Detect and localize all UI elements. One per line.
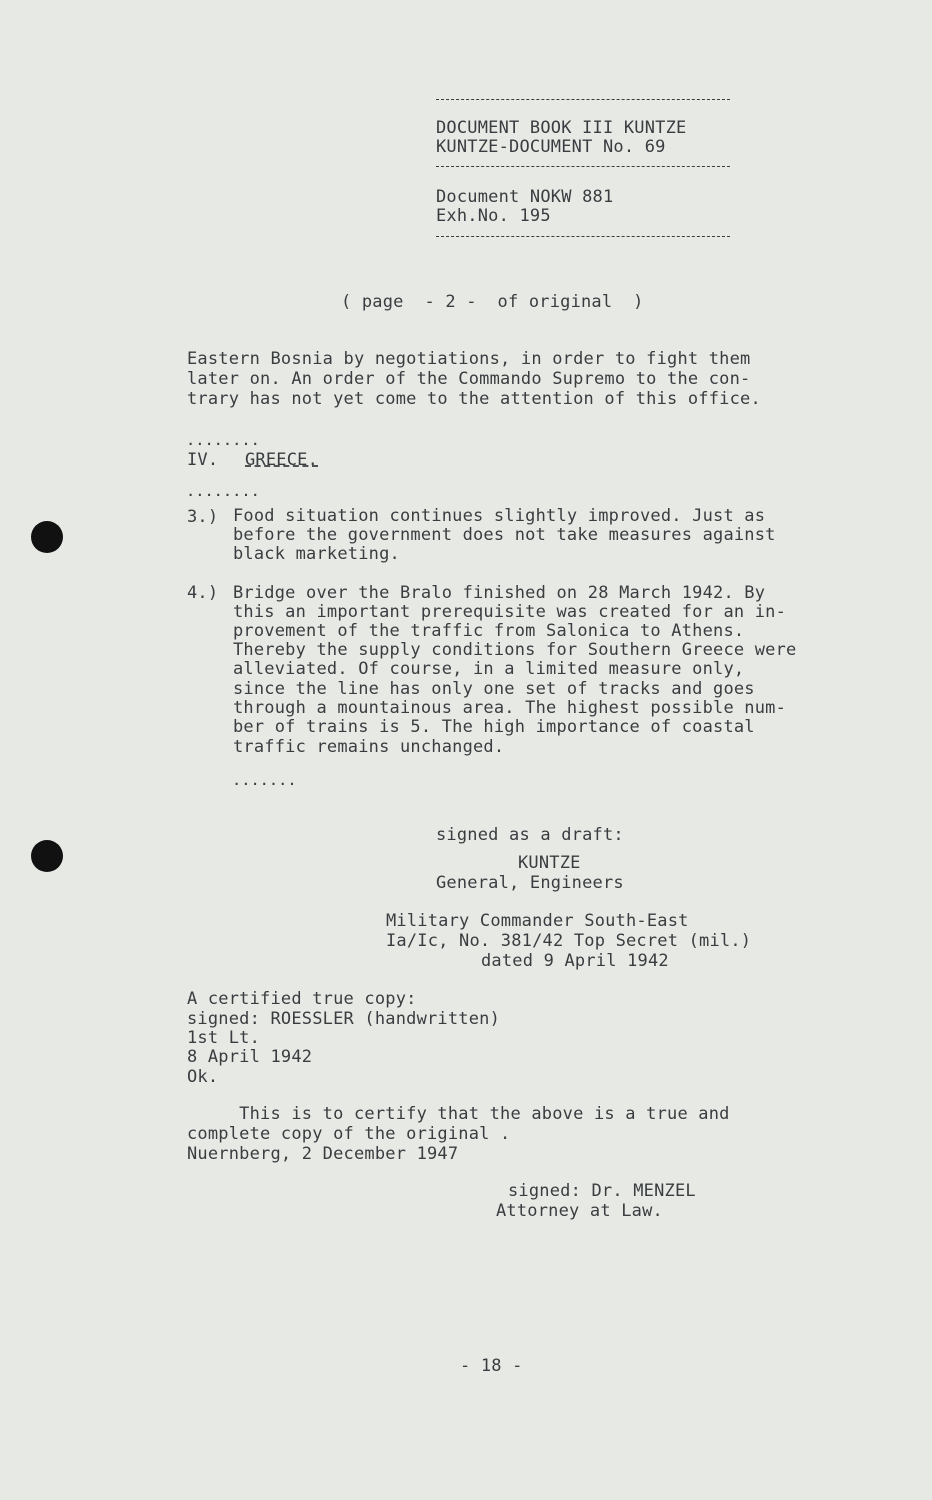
- punch-hole-bottom: [31, 840, 63, 872]
- nokw-document-line: Document NOKW 881: [436, 187, 614, 207]
- certified-line-5: Ok.: [187, 1067, 219, 1087]
- intro-line-1: Eastern Bosnia by negotiations, in order to fight them: [187, 349, 751, 369]
- certify-text-line-2: complete copy of the original .: [187, 1124, 511, 1144]
- item-3-number: 3.): [187, 507, 219, 527]
- certify-text-line-3: Nuernberg, 2 December 1947: [187, 1144, 459, 1164]
- header-rule-top: [436, 99, 730, 100]
- item-4-line-5: alleviated. Of course, in a limited measure only,: [233, 659, 745, 679]
- ellipsis-top: ........: [187, 434, 261, 448]
- document-book-line: DOCUMENT BOOK III KUNTZE: [436, 118, 687, 138]
- attorney-title: Attorney at Law.: [496, 1201, 663, 1221]
- item-4-line-4: Thereby the supply conditions for Southern Greece were: [233, 640, 797, 660]
- command-line-2: Ia/Ic, No. 381/42 Top Secret (mil.): [386, 931, 752, 951]
- signatory-name: KUNTZE: [518, 853, 581, 873]
- punch-hole-top: [31, 521, 63, 553]
- item-3-line-3: black marketing.: [233, 544, 400, 564]
- page-marker: ( page - 2 - of original ): [341, 292, 644, 312]
- section-title: GREECE.: [245, 450, 319, 470]
- item-4-line-2: this an important prerequisite was created for an in-: [233, 602, 787, 622]
- certified-line-3: 1st Lt.: [187, 1028, 261, 1048]
- exhibit-number-line: Exh.No. 195: [436, 206, 551, 226]
- command-line-1: Military Commander South-East: [386, 911, 689, 931]
- intro-line-2: later on. An order of the Commando Supremo to the con-: [187, 369, 751, 389]
- header-rule-middle: [436, 166, 730, 167]
- item-4-line-7: through a mountainous area. The highest possible num-: [233, 698, 787, 718]
- item-4-number: 4.): [187, 583, 219, 603]
- signatory-rank: General, Engineers: [436, 873, 624, 893]
- item-4-line-8: ber of trains is 5. The high importance of coastal: [233, 717, 755, 737]
- signed-as-draft: signed as a draft:: [436, 825, 624, 845]
- item-4-line-6: since the line has only one set of tracks and goes: [233, 679, 755, 699]
- ellipsis-section: ........: [187, 485, 261, 499]
- attorney-signed: signed: Dr. MENZEL: [508, 1181, 696, 1201]
- item-3-line-1: Food situation continues slightly improved. Just as: [233, 506, 766, 526]
- item-4-line-3: provement of the traffic from Salonica to Athens.: [233, 621, 745, 641]
- item-4-line-9: traffic remains unchanged.: [233, 737, 505, 757]
- header-rule-bottom: [436, 236, 730, 237]
- certified-line-2: signed: ROESSLER (handwritten): [187, 1009, 501, 1029]
- item-3-line-2: before the government does not take measures against: [233, 525, 776, 545]
- certify-text-line-1: This is to certify that the above is a true and: [187, 1104, 730, 1124]
- intro-line-3: trary has not yet come to the attention of this office.: [187, 389, 761, 409]
- page-number: - 18 -: [460, 1356, 523, 1376]
- section-number: IV.: [187, 450, 219, 470]
- ellipsis-end: .......: [233, 774, 298, 788]
- kuntze-document-line: KUNTZE-DOCUMENT No. 69: [436, 137, 666, 157]
- command-line-3: dated 9 April 1942: [481, 951, 669, 971]
- certified-line-4: 8 April 1942: [187, 1047, 313, 1067]
- item-4-line-1: Bridge over the Bralo finished on 28 March 1942. By: [233, 583, 766, 603]
- certified-line-1: A certified true copy:: [187, 989, 417, 1009]
